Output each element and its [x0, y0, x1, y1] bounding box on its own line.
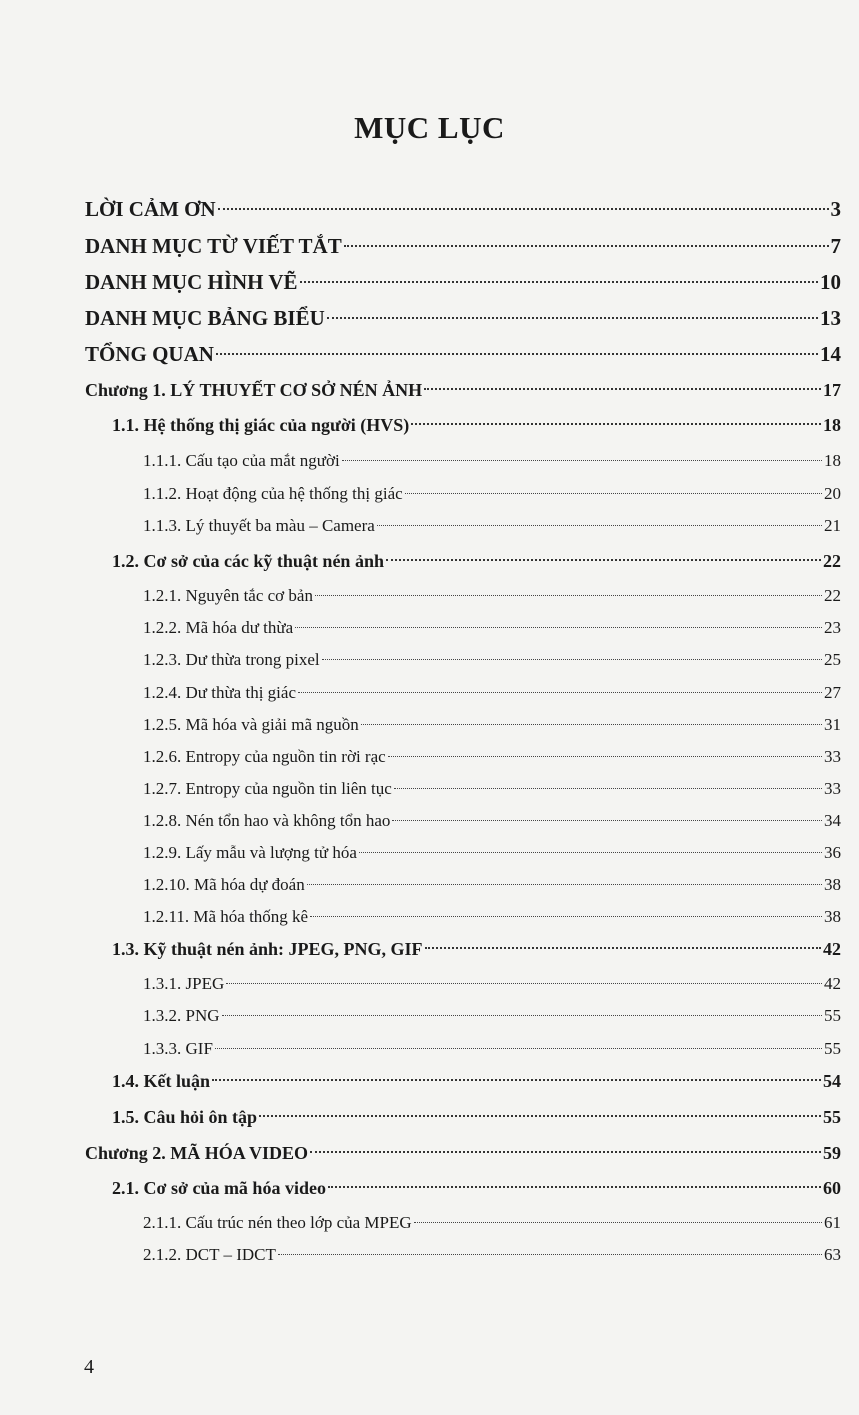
toc-entry-page: 33 — [824, 747, 841, 766]
toc-entry-label: 1.2.5. Mã hóa và giải mã nguồn — [143, 715, 359, 734]
toc-entry-page: 55 — [824, 1039, 841, 1058]
toc-entry-page: 63 — [824, 1245, 841, 1264]
toc-entry-label: TỔNG QUAN — [85, 342, 214, 366]
toc-entry-page: 23 — [824, 618, 841, 637]
toc-entry-page: 3 — [830, 197, 841, 221]
dot-leader — [218, 208, 829, 210]
toc-entry-page: 27 — [824, 683, 841, 702]
toc-entry-label: Chương 1. LÝ THUYẾT CƠ SỞ NÉN ẢNH — [85, 380, 423, 400]
dot-leader — [386, 559, 821, 561]
dot-leader — [259, 1115, 821, 1117]
toc-entry-page: 34 — [824, 811, 841, 830]
toc-entry-label: 1.2. Cơ sở của các kỹ thuật nén ảnh — [112, 551, 384, 571]
toc-entry — [85, 231, 841, 261]
dot-leader — [298, 692, 822, 693]
toc-entry-page: 38 — [824, 875, 841, 894]
toc-entry-page: 13 — [820, 306, 841, 330]
dot-leader — [394, 788, 822, 789]
toc-entry — [143, 774, 841, 804]
dot-leader — [414, 1222, 822, 1223]
toc-entry-label: 1.2.6. Entropy của nguồn tin rời rạc — [143, 747, 386, 766]
toc-entry-page: 55 — [823, 1107, 841, 1127]
dot-leader — [425, 947, 821, 949]
toc-entry-label: 1.2.7. Entropy của nguồn tin liên tục — [143, 779, 392, 798]
dot-leader — [212, 1079, 821, 1081]
dot-leader — [295, 627, 822, 628]
toc-entry-label: 1.2.3. Dư thừa trong pixel — [143, 650, 320, 669]
toc-entry — [143, 902, 841, 932]
dot-leader — [307, 884, 822, 885]
toc-entry — [143, 742, 841, 772]
toc-entry-page: 7 — [830, 234, 841, 258]
toc-entry-label: 1.1.2. Hoạt động của hệ thống thị giác — [143, 484, 403, 503]
toc-entry — [143, 1001, 841, 1031]
toc-entry-label: 2.1. Cơ sở của mã hóa video — [112, 1178, 326, 1198]
dot-leader — [216, 353, 818, 355]
toc-entry-page: 22 — [824, 586, 841, 605]
toc-entry-label: 1.3. Kỹ thuật nén ảnh: JPEG, PNG, GIF — [112, 939, 423, 959]
toc-entry-label: DANH MỤC HÌNH VẼ — [85, 270, 298, 294]
toc-entry-label: 2.1.1. Cấu trúc nén theo lớp của MPEG — [143, 1213, 412, 1232]
toc-entry-label: 1.1. Hệ thống thị giác của người (HVS) — [112, 415, 410, 435]
toc-entry — [143, 1240, 841, 1270]
toc-entry-page: 61 — [824, 1213, 841, 1232]
toc-entry-label: 1.3.3. GIF — [143, 1039, 213, 1058]
page-title: MỤC LỤC — [354, 110, 505, 145]
toc-entry — [143, 479, 841, 509]
toc-entry-page: 36 — [824, 843, 841, 862]
dot-leader — [328, 1186, 821, 1188]
toc-entry — [85, 267, 841, 297]
dot-leader — [424, 388, 821, 390]
dot-leader — [315, 595, 822, 596]
toc-entry — [143, 613, 841, 643]
dot-leader — [215, 1048, 822, 1049]
toc-entry — [85, 375, 841, 405]
toc-entry-page: 18 — [824, 451, 841, 470]
toc-entry — [143, 870, 841, 900]
toc-entry-label: Chương 2. MÃ HÓA VIDEO — [85, 1143, 308, 1163]
dot-leader — [411, 423, 821, 425]
toc-entry — [112, 934, 841, 964]
dot-leader — [342, 460, 822, 461]
toc-entry-page: 31 — [824, 715, 841, 734]
toc-entry — [85, 194, 841, 224]
toc-entry — [85, 1138, 841, 1168]
toc-entry-label: 1.2.4. Dư thừa thị giác — [143, 683, 296, 702]
toc-entry-label: 1.2.8. Nén tổn hao và không tổn hao — [143, 811, 391, 830]
dot-leader — [405, 493, 822, 494]
toc-entry-label: 1.3.1. JPEG — [143, 974, 225, 993]
toc-entry-page: 20 — [824, 484, 841, 503]
toc-entry — [143, 838, 841, 868]
dot-leader — [327, 317, 818, 319]
toc-entry-page: 22 — [823, 551, 841, 571]
toc-entry-label: 1.1.1. Cấu tạo của mắt người — [143, 451, 340, 470]
toc-entry-page: 60 — [823, 1178, 841, 1198]
dot-leader — [377, 525, 822, 526]
toc-entry — [143, 806, 841, 836]
toc-entry — [143, 645, 841, 675]
toc-entry-page: 25 — [824, 650, 841, 669]
toc-entry-label: 1.2.11. Mã hóa thống kê — [143, 907, 309, 926]
toc-entry-label: 1.3.2. PNG — [143, 1006, 220, 1025]
toc-entry — [143, 710, 841, 740]
toc-entry-label: 1.5. Câu hỏi ôn tập — [112, 1107, 258, 1127]
toc-entry-label: 1.2.9. Lấy mẫu và lượng tử hóa — [143, 843, 357, 862]
dot-leader — [300, 281, 818, 283]
toc-entry — [143, 678, 841, 708]
toc-entry — [112, 1102, 841, 1132]
dot-leader — [344, 245, 829, 247]
toc-entry — [85, 339, 841, 369]
toc-entry — [143, 1208, 841, 1238]
dot-leader — [310, 916, 822, 917]
dot-leader — [322, 659, 822, 660]
toc-entry — [143, 581, 841, 611]
toc-entry — [143, 969, 841, 999]
toc-entry-page: 21 — [824, 516, 841, 535]
toc-entry-label: DANH MỤC TỪ VIẾT TẮT — [85, 234, 342, 258]
toc-entry — [85, 303, 841, 333]
toc-entry — [143, 446, 841, 476]
toc-entry-page: 42 — [823, 939, 841, 959]
toc-entry — [143, 1034, 841, 1064]
toc-entry-page: 17 — [823, 380, 841, 400]
toc-entry — [143, 511, 841, 541]
toc-entry-page: 18 — [823, 415, 841, 435]
toc-entry-page: 59 — [823, 1143, 841, 1163]
page-number: 4 — [84, 1356, 94, 1378]
dot-leader — [226, 983, 822, 984]
dot-leader — [278, 1254, 822, 1255]
toc-entry — [112, 410, 841, 440]
toc-entry-label: 1.4. Kết luận — [112, 1071, 211, 1091]
toc-entry — [112, 1066, 841, 1096]
toc-entry — [112, 1173, 841, 1203]
toc-entry-label: 2.1.2. DCT – IDCT — [143, 1245, 276, 1264]
toc-entry-label: 1.2.10. Mã hóa dự đoán — [143, 875, 305, 894]
toc-entry-page: 55 — [824, 1006, 841, 1025]
toc-entry-label: 1.2.2. Mã hóa dư thừa — [143, 618, 294, 637]
dot-leader — [388, 756, 822, 757]
toc-entry-page: 33 — [824, 779, 841, 798]
toc-entry-page: 38 — [824, 907, 841, 926]
dot-leader — [392, 820, 822, 821]
toc-entry-label: 1.2.1. Nguyên tắc cơ bản — [143, 586, 313, 605]
dot-leader — [361, 724, 822, 725]
toc-entry-label: 1.1.3. Lý thuyết ba màu – Camera — [143, 516, 375, 535]
toc-entry-page: 10 — [820, 270, 841, 294]
toc-entry-page: 54 — [823, 1071, 841, 1091]
toc-entry-page: 42 — [824, 974, 841, 993]
toc-entry-page: 14 — [820, 342, 841, 366]
dot-leader — [310, 1151, 821, 1153]
dot-leader — [359, 852, 822, 853]
toc-entry-label: LỜI CẢM ƠN — [85, 197, 216, 221]
toc-entry — [112, 546, 841, 576]
dot-leader — [222, 1015, 822, 1016]
toc-entry-label: DANH MỤC BẢNG BIỂU — [85, 306, 325, 330]
